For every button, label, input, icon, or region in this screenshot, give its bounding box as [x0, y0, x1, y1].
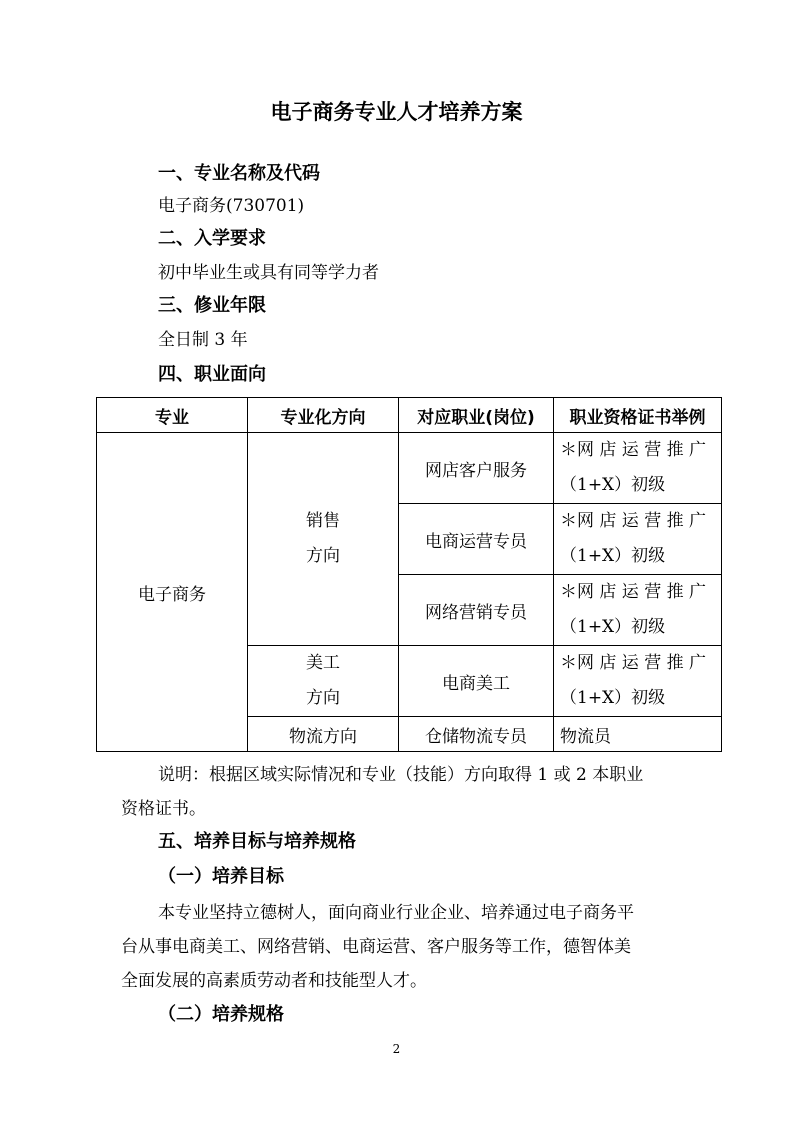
certificate-line1: ＊网 店 运 营 推 广 — [560, 511, 707, 531]
certificate-logistics-cell: 物流员 — [554, 717, 722, 752]
certificate-line2: （1+X）初级 — [560, 688, 666, 708]
header-job: 对应职业(岗位) — [399, 398, 554, 433]
certificate-cell — [554, 575, 722, 646]
section-heading-admission: 二、入学要求 — [158, 228, 266, 249]
table-row — [97, 433, 722, 504]
direction-logistics-cell: 物流方向 — [248, 717, 399, 752]
goal-paragraph-line2: 台从事电商美工、网络营销、电商运营、客户服务等工作，德智体美 — [121, 937, 631, 957]
table-header-row — [97, 398, 722, 433]
table-note-line2: 资格证书。 — [121, 799, 206, 819]
page-number: 2 — [392, 1042, 401, 1056]
job-cell: 电商运营专员 — [399, 504, 554, 575]
certificate-cell — [554, 646, 722, 717]
subsection-heading-goal: （一）培养目标 — [158, 866, 284, 887]
job-cell: 网店客户服务 — [399, 433, 554, 504]
page-title: 电子商务专业人才培养方案 — [270, 100, 523, 124]
certificate-cell — [554, 433, 722, 504]
major-cell: 电子商务 — [97, 433, 248, 752]
career-table — [96, 397, 722, 752]
duration-text: 全日制 3 年 — [158, 330, 248, 350]
goal-paragraph-line1: 本专业坚持立德树人，面向商业行业企业、培养通过电子商务平 — [158, 903, 634, 923]
subsection-heading-spec: （二）培养规格 — [158, 1004, 284, 1025]
section-heading-duration: 三、修业年限 — [158, 295, 266, 316]
certificate-line1: ＊网 店 运 营 推 广 — [560, 440, 707, 460]
direction-sales-line1: 销售 — [306, 511, 340, 531]
major-name-code: 电子商务(730701) — [158, 196, 305, 216]
certificate-line2: （1+X）初级 — [560, 475, 666, 495]
direction-art-line1: 美工 — [306, 653, 340, 673]
certificate-line2: （1+X）初级 — [560, 617, 666, 637]
section-heading-major-name: 一、专业名称及代码 — [158, 163, 320, 184]
header-major: 专业 — [97, 398, 248, 433]
job-cell: 网络营销专员 — [399, 575, 554, 646]
direction-art-line2: 方向 — [306, 688, 340, 708]
direction-art-cell — [248, 646, 399, 717]
section-heading-career: 四、职业面向 — [158, 364, 266, 385]
job-cell: 电商美工 — [399, 646, 554, 717]
certificate-cell — [554, 504, 722, 575]
goal-paragraph-line3: 全面发展的高素质劳动者和技能型人才。 — [121, 971, 427, 991]
admission-text: 初中毕业生或具有同等学力者 — [158, 263, 379, 283]
job-cell: 仓储物流专员 — [399, 717, 554, 752]
section-heading-goals: 五、培养目标与培养规格 — [158, 831, 356, 852]
certificate-line1: ＊网 店 运 营 推 广 — [560, 653, 707, 673]
direction-sales-line2: 方向 — [306, 546, 340, 566]
certificate-line1: ＊网 店 运 营 推 广 — [560, 582, 707, 602]
header-direction: 专业化方向 — [248, 398, 399, 433]
table-note-line1: 说明：根据区域实际情况和专业（技能）方向取得 1 或 2 本职业 — [158, 765, 644, 785]
header-certificate: 职业资格证书举例 — [554, 398, 722, 433]
direction-sales-cell — [248, 433, 399, 646]
certificate-line2: （1+X）初级 — [560, 546, 666, 566]
